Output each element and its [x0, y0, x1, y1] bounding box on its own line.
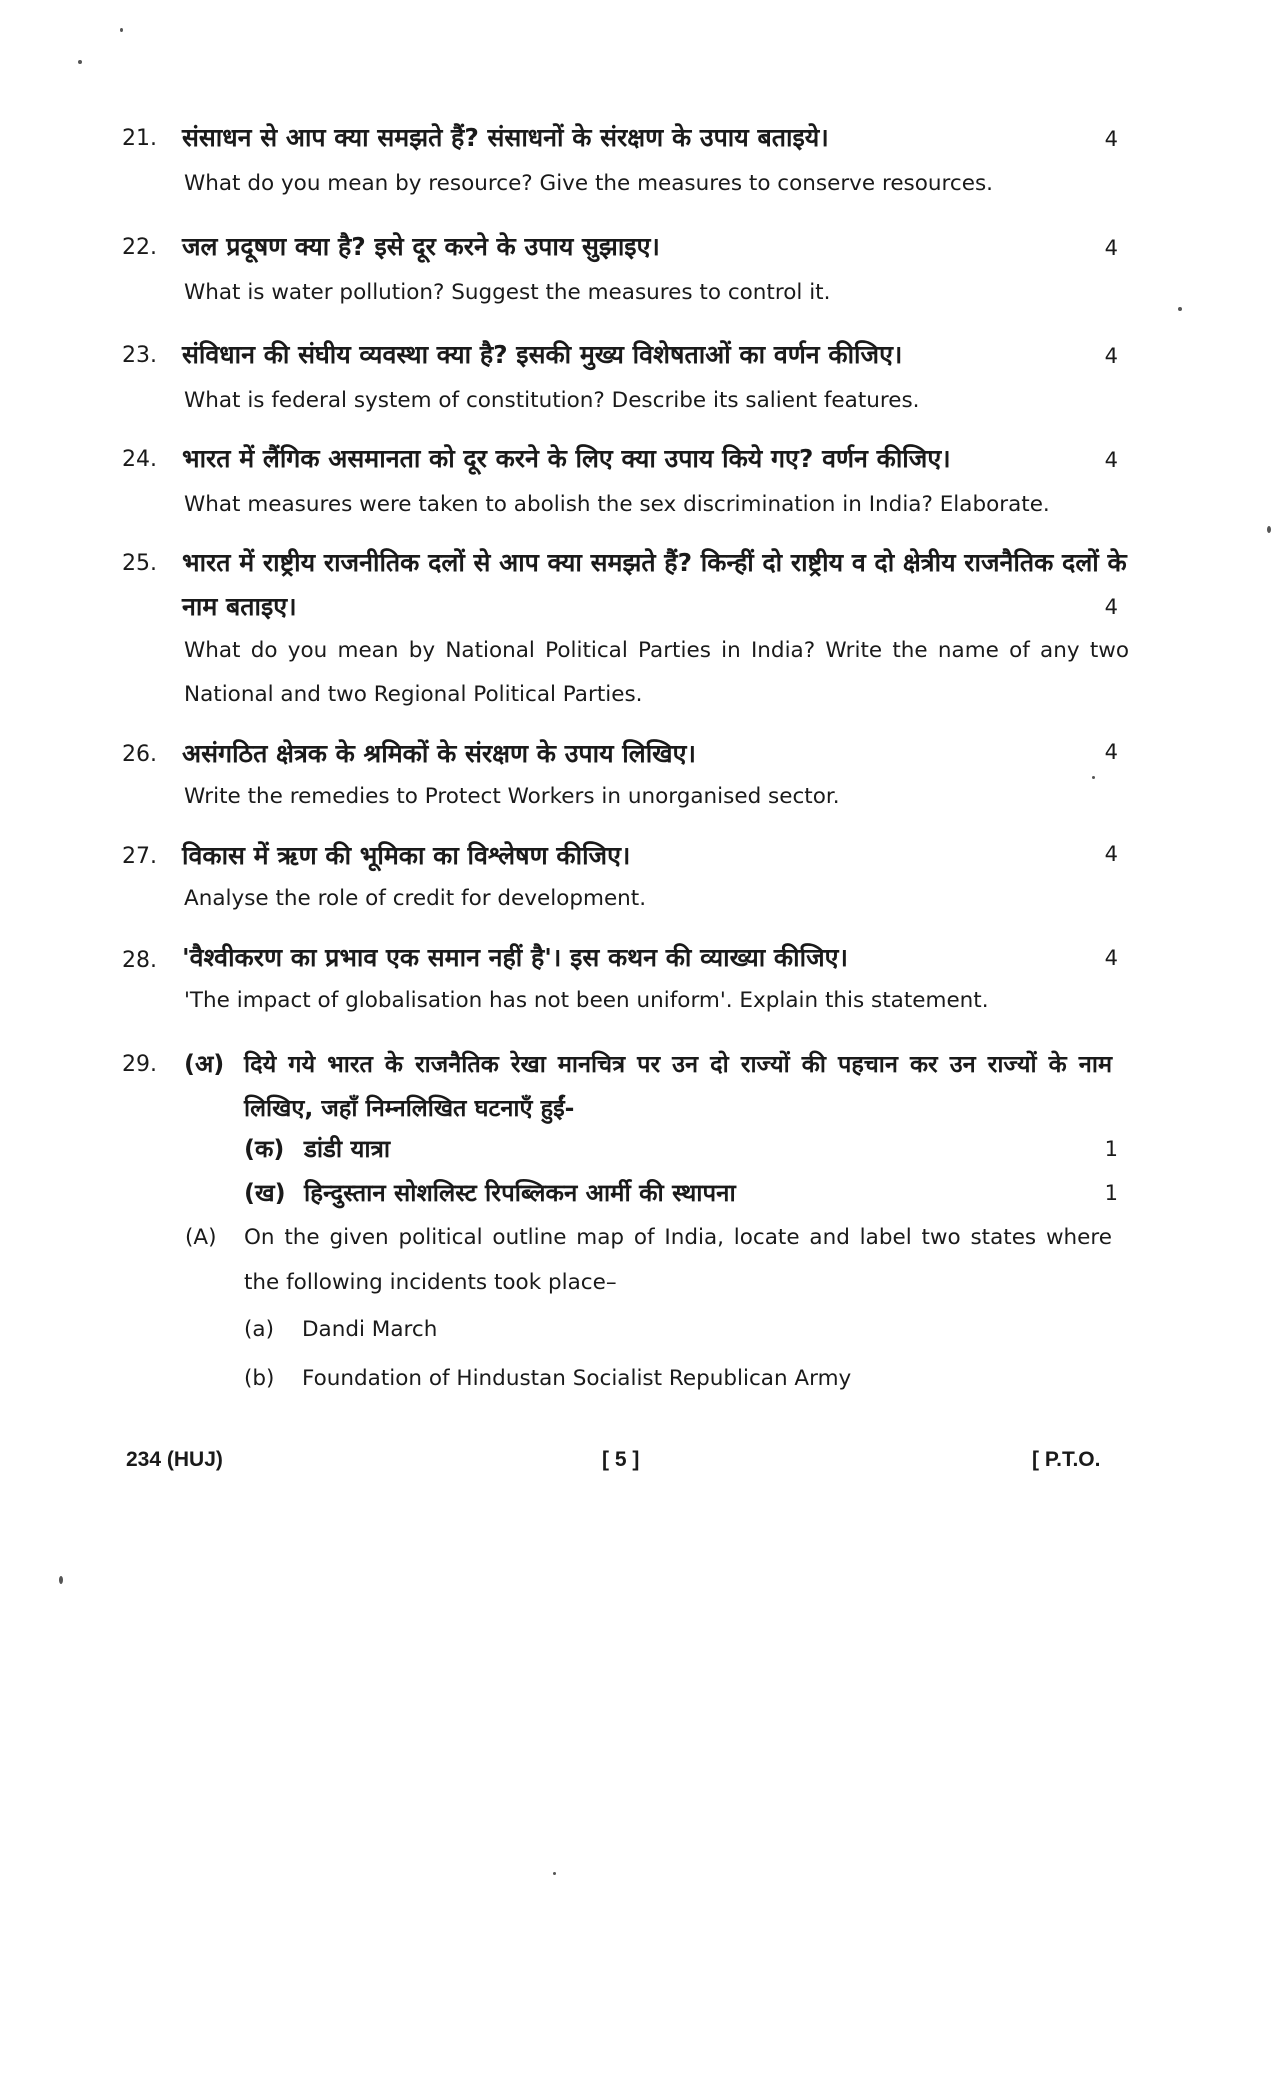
question-hindi: भारत में लैंगिक असमानता को दूर करने के लिए क्या उपाय किये गए? वर्णन कीजिए। [182, 444, 951, 473]
question-number: 22. [122, 235, 157, 260]
pto-marker: [ P.T.O. [1032, 1448, 1101, 1471]
hindi-item-label: (क) [244, 1135, 285, 1163]
scan-speck [1178, 307, 1182, 311]
question-number: 23. [122, 343, 157, 368]
hindi-item-text: हिन्दुस्तान सोशलिस्ट रिपब्लिकन आर्मी की स्थापना [304, 1179, 736, 1207]
scan-speck [553, 1872, 556, 1875]
hindi-item-text: डांडी यात्रा [304, 1135, 391, 1163]
question-hindi: विकास में ऋण की भूमिका का विश्लेषण कीजिए। [182, 841, 631, 870]
question-marks: 4 [1104, 344, 1118, 368]
question-marks: 4 [1104, 946, 1118, 970]
paper-code: 234 (HUJ) [126, 1448, 223, 1471]
question-number: 27. [122, 844, 157, 869]
question-english: What measures were taken to abolish the sex discrimination in India? Elaborate. [184, 492, 1050, 517]
question-number: 25. [122, 551, 157, 576]
question-marks: 4 [1104, 448, 1118, 472]
question-marks: 4 [1104, 127, 1118, 151]
english-item-text: Foundation of Hindustan Socialist Republican Army [302, 1366, 852, 1391]
question-29 [122, 1050, 1118, 1400]
english-item-label: (a) [244, 1317, 274, 1342]
page-number: [ 5 ] [602, 1448, 640, 1471]
scan-speck [59, 1576, 63, 1584]
scan-speck [1092, 776, 1095, 779]
english-part-text: On the given political outline map of India, locate and label two states where the following incidents took place– [244, 1225, 1112, 1295]
question-marks: 4 [1104, 595, 1118, 619]
question-english: Analyse the role of credit for development. [184, 886, 647, 911]
question-english: Write the remedies to Protect Workers in unorganised sector. [184, 784, 840, 809]
english-part-label: (A) [185, 1225, 217, 1250]
question-number: 29. [122, 1052, 157, 1077]
question-marks: 4 [1104, 740, 1118, 764]
question-english: What do you mean by resource? Give the measures to conserve resources. [184, 171, 993, 196]
question-number: 28. [122, 948, 157, 973]
question-hindi: संसाधन से आप क्या समझते हैं? संसाधनों के संरक्षण के उपाय बताइये। [182, 123, 829, 152]
question-english: What do you mean by National Political Parties in India? Write the name of any two National and two Regional Political Parties. [184, 638, 1129, 707]
question-number: 24. [122, 447, 157, 472]
question-hindi: असंगठित क्षेत्रक के श्रमिकों के संरक्षण के उपाय लिखिए। [182, 739, 696, 768]
question-hindi: जल प्रदूषण क्या है? इसे दूर करने के उपाय सुझाइए। [182, 232, 660, 261]
hindi-item-label: (ख) [244, 1179, 286, 1207]
question-number: 21. [122, 126, 157, 151]
item-marks: 1 [1104, 1181, 1118, 1205]
scan-speck [120, 28, 123, 32]
scan-speck [78, 60, 82, 64]
question-number: 26. [122, 742, 157, 767]
question-hindi: भारत में राष्ट्रीय राजनीतिक दलों से आप क्या समझते हैं? किन्हीं दो राष्ट्रीय व दो क्षेत्रीय राजनैतिक दलों के नाम बताइए। [182, 548, 1127, 621]
english-item-label: (b) [244, 1366, 275, 1391]
question-english: 'The impact of globalisation has not been uniform'. Explain this statement. [184, 988, 989, 1013]
hindi-part-text: दिये गये भारत के राजनैतिक रेखा मानचित्र पर उन दो राज्यों की पहचान कर उन राज्यों के नाम लिखिए, जहाँ निम्नलिखित घटनाएँ हुईं- [244, 1050, 1112, 1122]
question-marks: 4 [1104, 236, 1118, 260]
item-marks: 1 [1104, 1137, 1118, 1161]
question-english: What is water pollution? Suggest the measures to control it. [184, 280, 831, 305]
question-english: What is federal system of constitution? Describe its salient features. [184, 388, 920, 413]
scan-speck [1267, 526, 1271, 533]
english-item-text: Dandi March [302, 1317, 438, 1342]
question-hindi: 'वैश्वीकरण का प्रभाव एक समान नहीं है'। इस कथन की व्याख्या कीजिए। [182, 943, 848, 972]
hindi-part-label: (अ) [184, 1050, 225, 1078]
question-marks: 4 [1104, 842, 1118, 866]
question-hindi: संविधान की संघीय व्यवस्था क्या है? इसकी मुख्य विशेषताओं का वर्णन कीजिए। [182, 340, 903, 369]
